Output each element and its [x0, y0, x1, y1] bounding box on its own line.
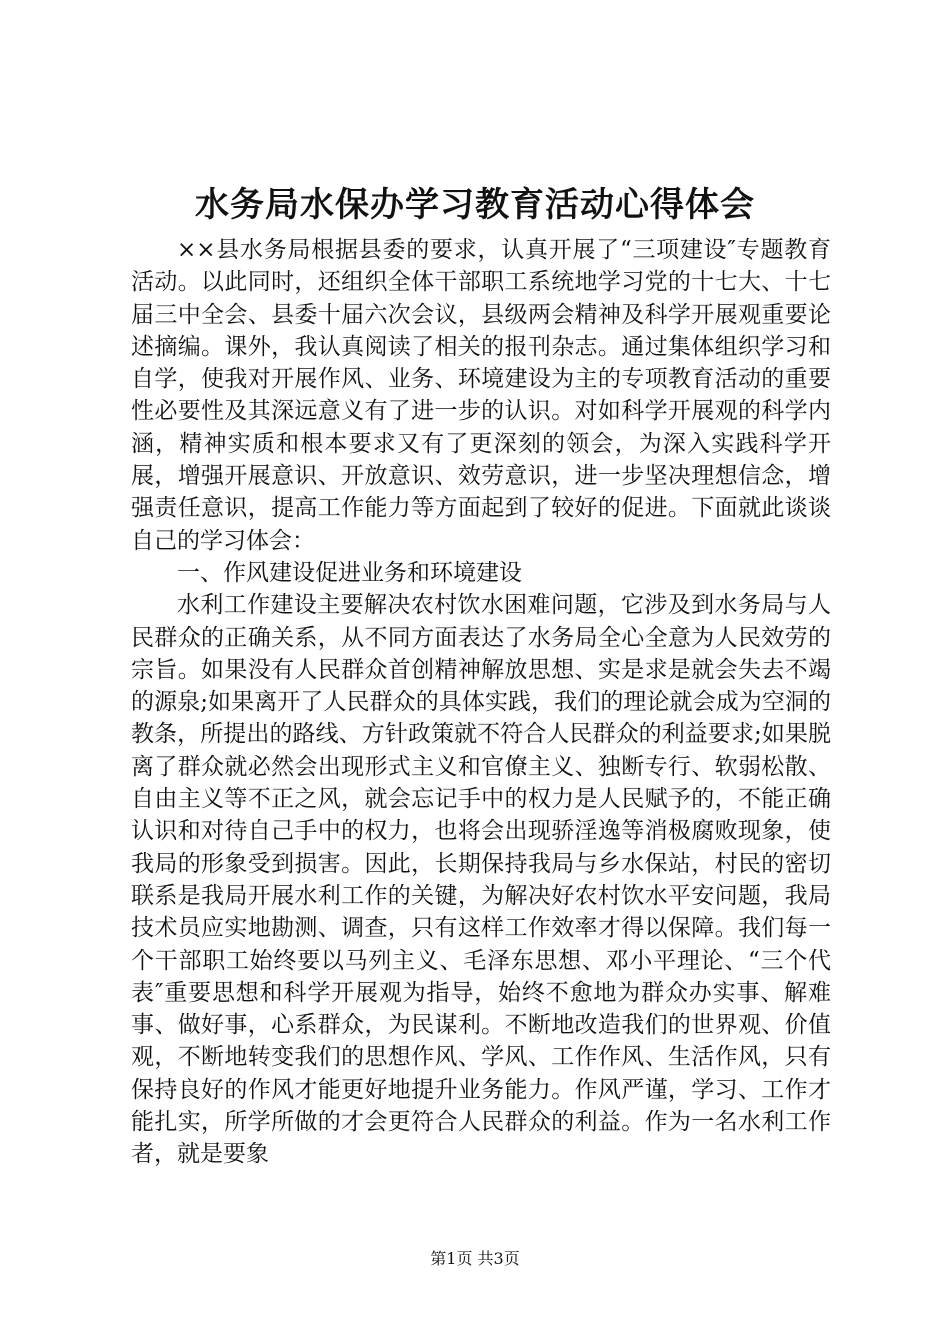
document-title: 水务局水保办学习教育活动心得体会	[195, 185, 755, 225]
document-body	[131, 234, 831, 1171]
section-heading: 一、作风建设促进业务和环境建设	[177, 559, 522, 586]
paragraph-intro: ××县水务局根据县委的要求，认真开展了“三项建设″专题教育活动。以此同时，还组织全体干部职工系统地学习党的十七大、十七届三中全会、县委十届六次会议，县级两会精神及科学开展观重要论述摘编。课外，我认真阅读了相关的报刊杂志。通过集体组织学习和自学，使我对开展作风、业务、环境建设为主的专项教育活动的重要性必要性及其深远意义有了进一步的认识。对如科学开展观的科学内涵，精神实质和根本要求又有了更深刻的领会，为深入实践科学开展，增强开展意识、开放意识、效劳意识，进一步坚决理想信念，增强责任意识，提高工作能力等方面起到了较好的促进。下面就此谈谈自己的学习体会：	[131, 237, 831, 554]
page-footer: 第1页 共3页	[430, 1249, 520, 1268]
paragraph-section-one: 水利工作建设主要解决农村饮水困难问题，它涉及到水务局与人民群众的正确关系，从不同方面表达了水务局全心全意为人民效劳的宗旨。如果没有人民群众首创精神解放思想、实是求是就会失去不竭的源泉;如果离开了人民群众的具体实践，我们的理论就会成为空洞的教条，所提出的路线、方针政策就不符合人民群众的利益要求;如果脱离了群众就必然会出现形式主义和官僚主义、独断专行、软弱松散、自由主义等不正之风，就会忘记手中的权力是人民赋予的，不能正确认识和对待自己手中的权力，也将会出现骄淫逸等消极腐败现象，使我局的形象受到损害。因此，长期保持我局与乡水保站，村民的密切联系是我局开展水利工作的关键，为解决好农村饮水平安问题，我局技术员应实地勘测、调查，只有这样工作效率才得以保障。我们每一个干部职工始终要以马列主义、毛泽东思想、邓小平理论、“三个代表″重要思想和科学开展观为指导，始终不愈地为群众办实事、解难事、做好事，心系群众，为民谋利。不断地改造我们的世界观、价值观，不断地转变我们的思想作风、学风、工作作风、生活作风，只有保持良好的作风才能更好地提升业务能力。作风严谨，学习、工作才能扎实，所学所做的才会更符合人民群众的利益。作为一名水利工作者，就是要象	[131, 592, 831, 1168]
